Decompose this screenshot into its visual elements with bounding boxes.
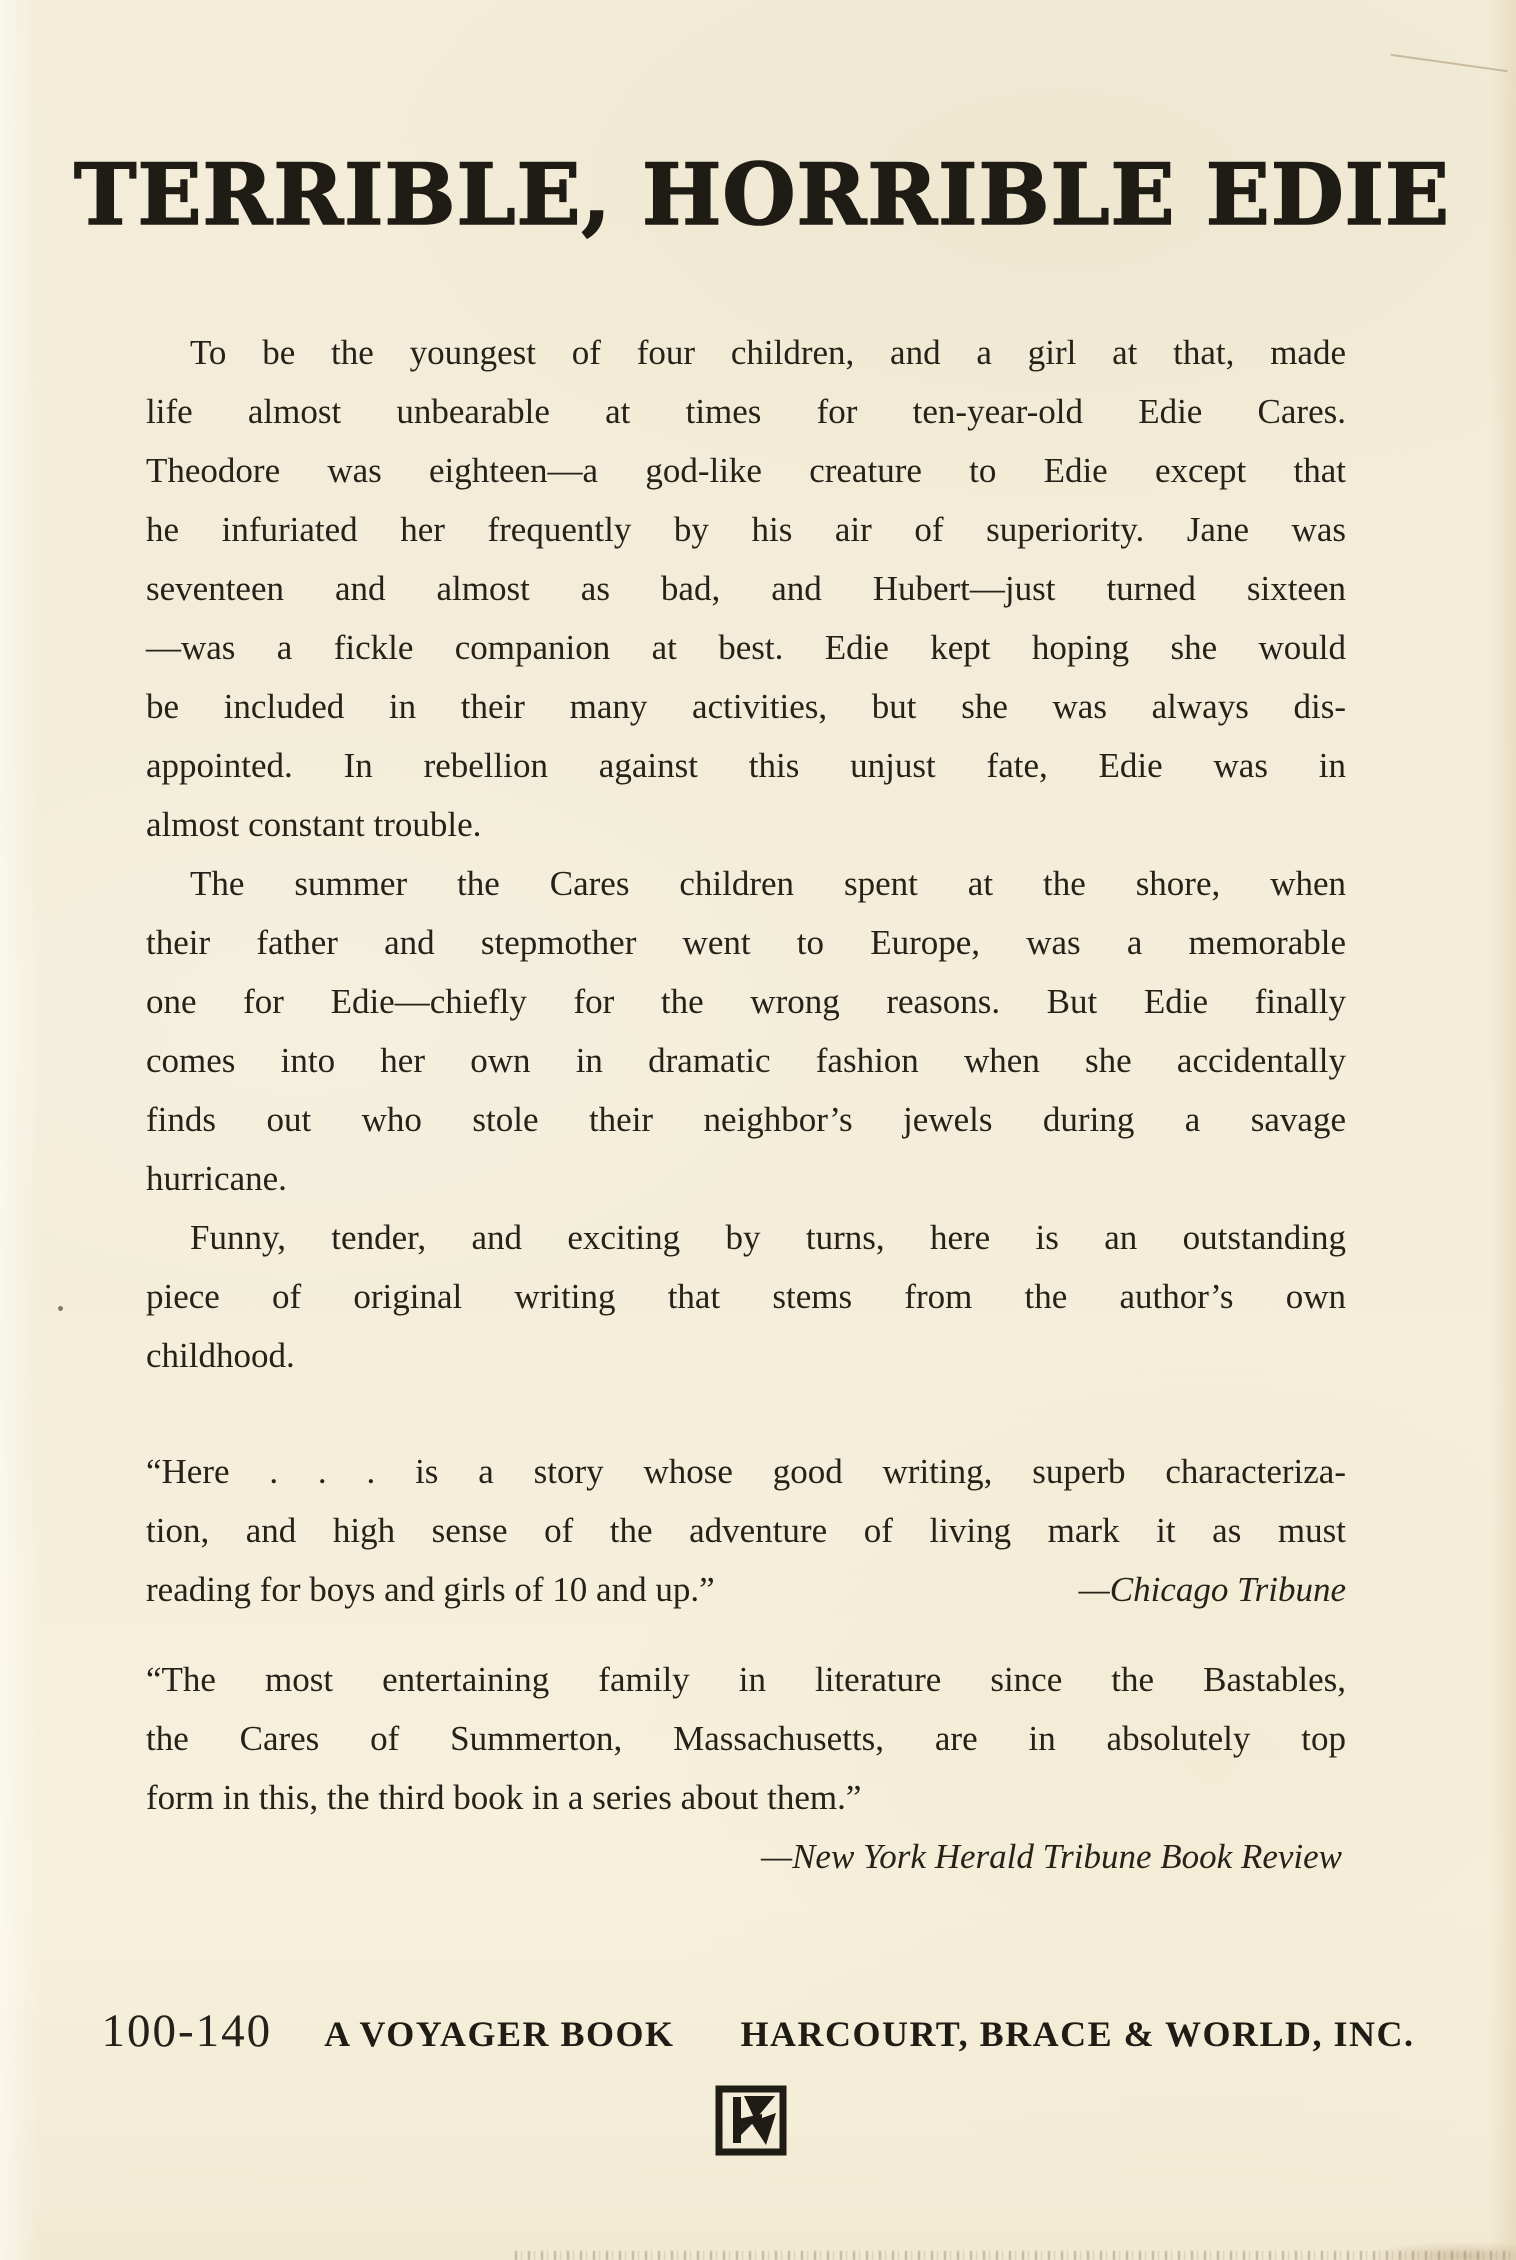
review-attribution: —New York Herald Tribune Book Review	[760, 1837, 1342, 1877]
reviews	[146, 1442, 1346, 1886]
text-line: The summer the Cares children spent at the shore, when	[190, 864, 1346, 904]
text-line: piece of original writing that stems from the author’s own	[146, 1277, 1346, 1317]
text-line: “Here . . . is a story whose good writing, superb characteriza-	[146, 1452, 1346, 1492]
review-attribution: —Chicago Tribune	[1078, 1570, 1346, 1610]
text-line: tion, and high sense of the adventure of living mark it as must	[146, 1511, 1346, 1551]
ink-speck	[58, 1306, 63, 1311]
synopsis-paragraph	[146, 1208, 1346, 1385]
text-line: comes into her own in dramatic fashion when she accidentally	[146, 1041, 1346, 1081]
text-line: life almost unbearable at times for ten-year-old Edie Cares.	[146, 392, 1346, 432]
text-line	[146, 1560, 1346, 1619]
text-line: the Cares of Summerton, Massachusetts, are in absolutely top	[146, 1719, 1346, 1759]
text-line: “The most entertaining family in literature since the Bastables,	[146, 1660, 1346, 1700]
text-line: seventeen and almost as bad, and Hubert—just turned sixteen	[146, 569, 1346, 609]
scan-corner-smudge	[1306, 2226, 1516, 2260]
review-quote	[146, 1442, 1346, 1619]
imprint-label: A VOYAGER BOOK	[324, 2014, 675, 2055]
text-line: hurricane.	[146, 1159, 287, 1199]
text-line: childhood.	[146, 1336, 295, 1376]
synopsis-paragraph	[146, 854, 1346, 1208]
text-line: he infuriated her frequently by his air of superiority. Jane was	[146, 510, 1346, 550]
text-line: Theodore was eighteen—a god-like creature to Edie except that	[146, 451, 1346, 491]
text-line: almost constant trouble.	[146, 805, 482, 845]
catalog-code: 100-140	[101, 2005, 273, 2058]
text-line: appointed. In rebellion against this unjust fate, Edie was in	[146, 746, 1346, 786]
quote-end: reading for boys and girls of 10 and up.”	[146, 1570, 715, 1610]
scan-edge-shadow	[1490, 0, 1516, 2260]
text-line: one for Edie—chiefly for the wrong reasons. But Edie finally	[146, 982, 1346, 1022]
publisher-logo	[714, 2084, 788, 2157]
text-line: —was a fickle companion at best. Edie kept hoping she would	[146, 628, 1346, 668]
synopsis-paragraph	[146, 323, 1346, 854]
book-title: TERRIBLE, HORRIBLE EDIE	[74, 145, 1450, 244]
review-quote	[146, 1650, 1346, 1886]
scan-edge-highlight	[0, 0, 42, 2260]
text-line: finds out who stole their neighbor’s jewels during a savage	[146, 1100, 1346, 1140]
publisher-name: HARCOURT, BRACE & WORLD, INC.	[740, 2014, 1415, 2055]
text-line: To be the youngest of four children, and a girl at that, made	[190, 333, 1346, 373]
text-line: their father and stepmother went to Europe, was a memorable	[146, 923, 1346, 963]
imprint-line	[0, 2004, 1516, 2058]
synopsis	[146, 323, 1346, 1385]
text-line: Funny, tender, and exciting by turns, here is an outstanding	[190, 1218, 1346, 1258]
text-line: be included in their many activities, but she was always dis-	[146, 687, 1346, 727]
text-line: form in this, the third book in a series about them.”	[146, 1778, 862, 1818]
hb-monogram-icon	[714, 2084, 788, 2157]
